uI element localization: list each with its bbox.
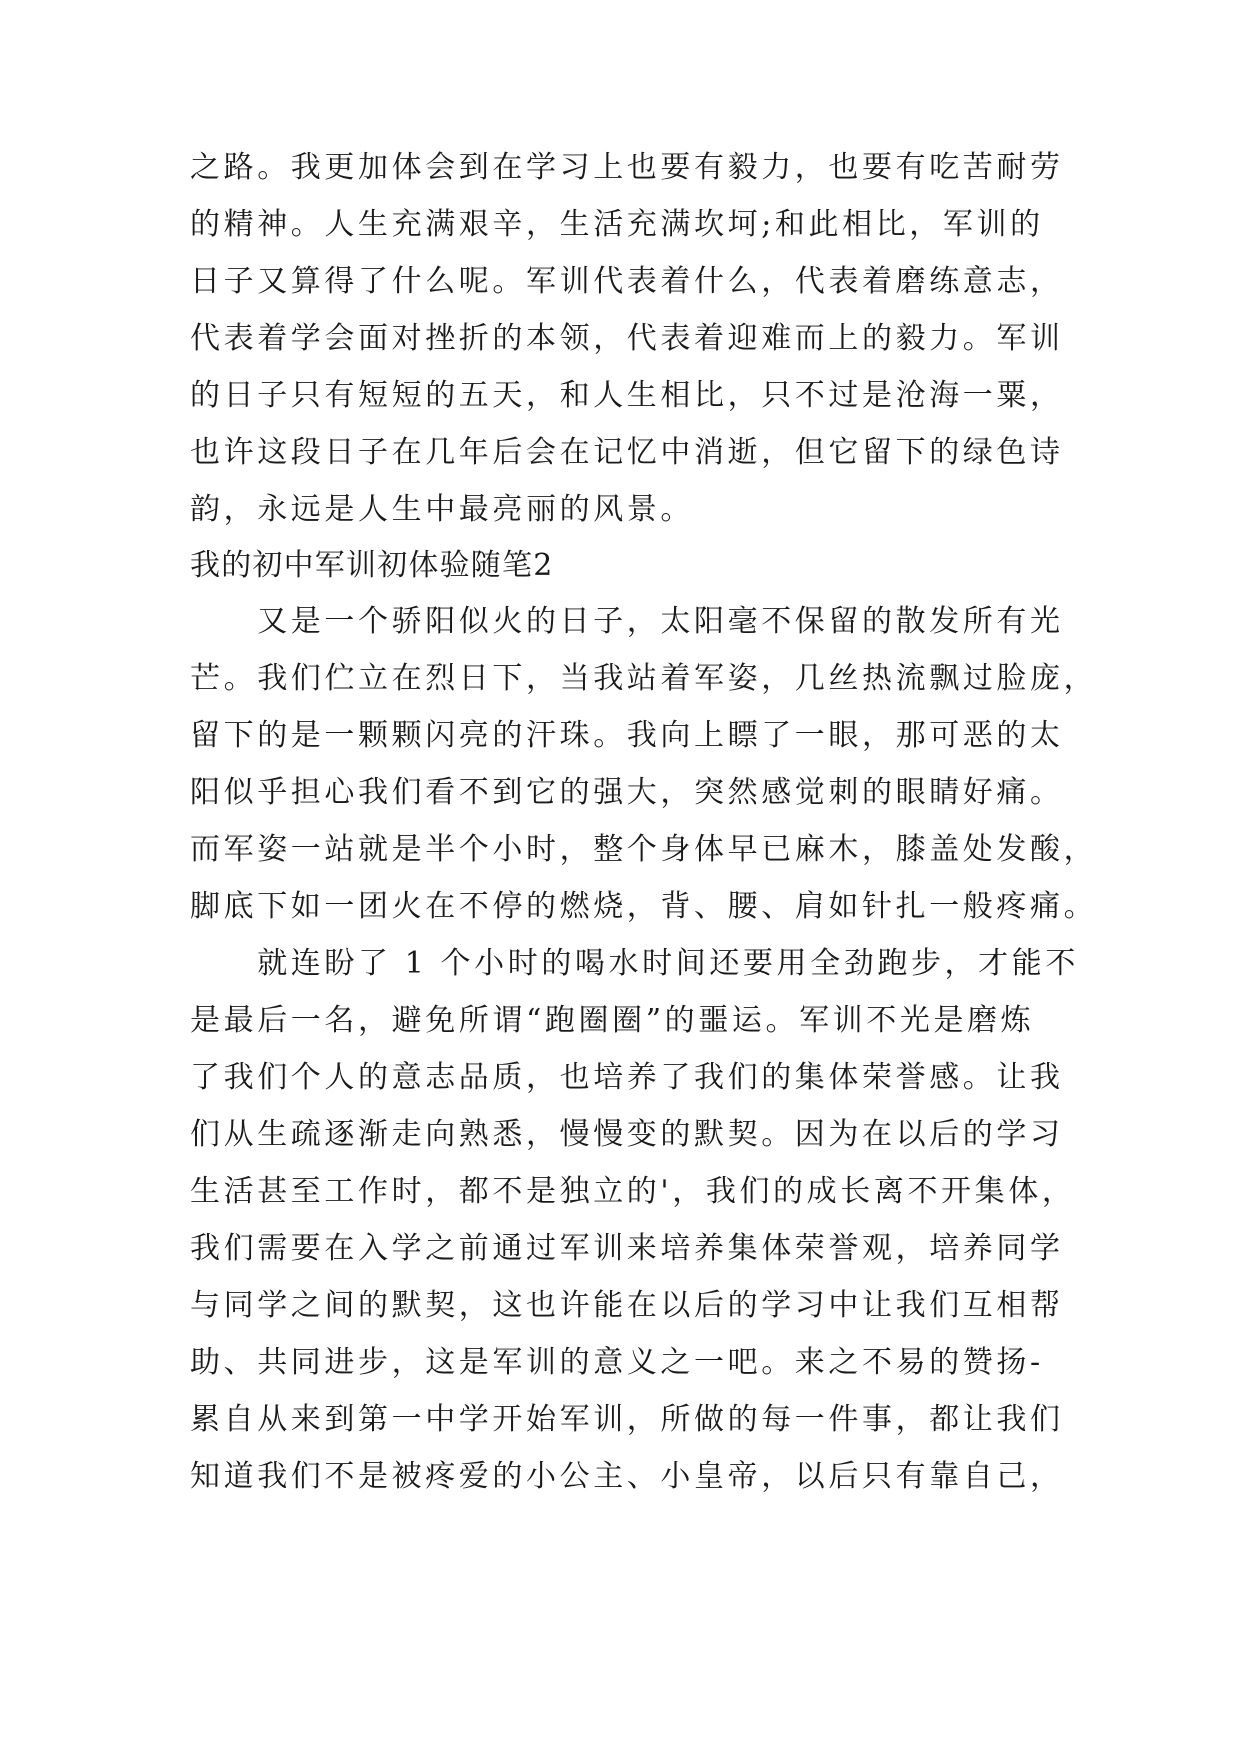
paragraph-line: 留下的是一颗颗闪亮的汗珠。我向上瞟了一眼，那可恶的太 xyxy=(190,718,1064,753)
paragraph-line: 代表着学会面对挫折的本领，代表着迎难而上的毅力。军训 xyxy=(190,321,1064,356)
paragraph-line: 累自从来到第一中学开始军训，所做的每一件事，都让我们 xyxy=(190,1402,1064,1437)
paragraph-line: 与同学之间的默契，这也许能在以后的学习中让我们互相帮 xyxy=(190,1288,1064,1323)
paragraph-line: 之路。我更加体会到在学习上也要有毅力，也要有吃苦耐劳 xyxy=(190,150,1064,185)
paragraph-line: 助、共同进步，这是军训的意义之一吧。来之不易的赞扬- xyxy=(190,1345,1044,1380)
paragraph-line: 生活甚至工作时，都不是独立的'，我们的成长离不开集体， xyxy=(190,1174,1076,1209)
paragraph-line: 知道我们不是被疼爱的小公主、小皇帝，以后只有靠自己， xyxy=(190,1459,1064,1494)
paragraph-line: 也许这段日子在几年后会在记忆中消逝，但它留下的绿色诗 xyxy=(190,435,1064,470)
paragraph-line: 日子又算得了什么呢。军训代表着什么，代表着磨练意志， xyxy=(190,264,1064,299)
paragraph-line: 芒。我们伫立在烈日下，当我站着军姿，几丝热流飘过脸庞， xyxy=(190,661,1098,696)
paragraph-line: 就连盼了 1 个小时的喝水时间还要用全劲跑步，才能不 xyxy=(190,946,1079,981)
paragraph-line: 阳似乎担心我们看不到它的强大，突然感觉刺的眼睛好痛。 xyxy=(190,775,1064,810)
section-heading: 我的初中军训初体验随笔2 xyxy=(190,548,554,583)
paragraph-line: 的日子只有短短的五天，和人生相比，只不过是沧海一粟， xyxy=(190,378,1064,413)
paragraph-line: 又是一个骄阳似火的日子，太阳毫不保留的散发所有光 xyxy=(190,604,1064,639)
paragraph-line: 韵，永远是人生中最亮丽的风景。 xyxy=(190,492,694,527)
paragraph-line: 们从生疏逐渐走向熟悉，慢慢变的默契。因为在以后的学习 xyxy=(190,1117,1064,1152)
paragraph-line: 了我们个人的意志品质，也培养了我们的集体荣誉感。让我 xyxy=(190,1060,1064,1095)
paragraph-line: 的精神。人生充满艰辛，生活充满坎坷;和此相比，军训的 xyxy=(190,207,1044,242)
paragraph-line: 是最后一名，避免所谓“跑圈圈”的噩运。军训不光是磨炼 xyxy=(190,1003,1035,1038)
paragraph-line: 我们需要在入学之前通过军训来培养集体荣誉观，培养同学 xyxy=(190,1231,1064,1266)
paragraph-line: 而军姿一站就是半个小时，整个身体早已麻木，膝盖处发酸， xyxy=(190,832,1098,867)
paragraph-line: 脚底下如一团火在不停的燃烧，背、腰、肩如针扎一般疼痛。 xyxy=(190,889,1098,924)
